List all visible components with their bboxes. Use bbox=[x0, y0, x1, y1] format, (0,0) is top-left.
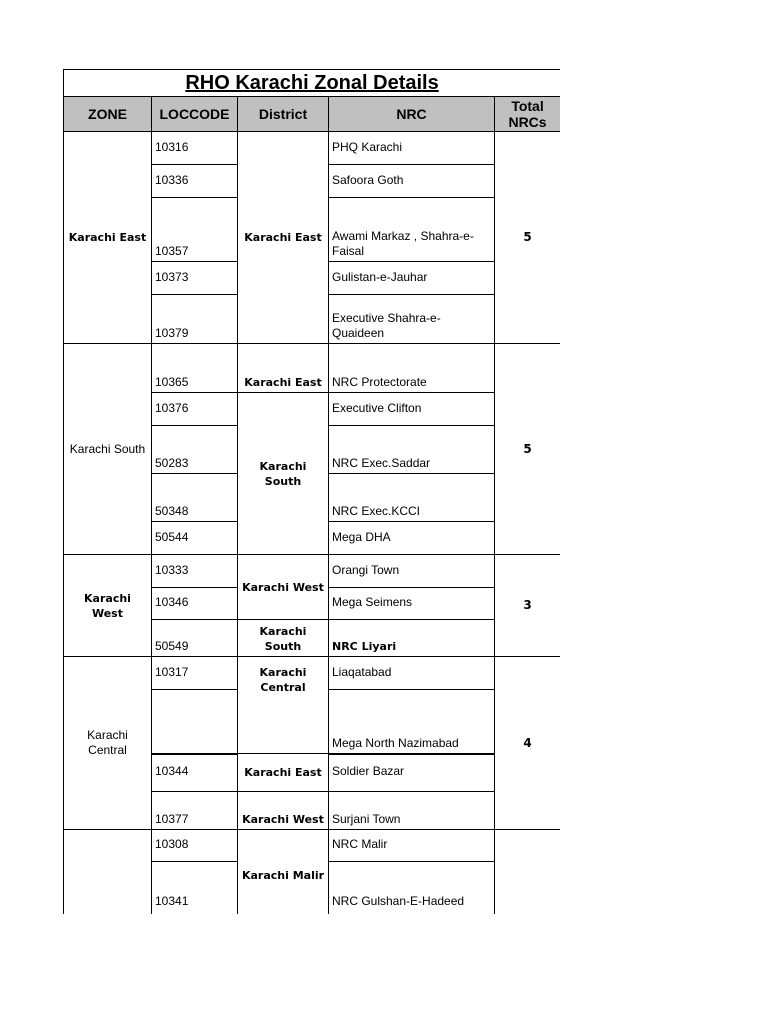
nrc-cell: Mega DHA bbox=[329, 522, 495, 555]
header-nrc: NRC bbox=[329, 97, 495, 132]
nrc-cell: Executive Clifton bbox=[329, 393, 495, 426]
zone-cell: Karachi Central bbox=[64, 657, 152, 830]
total-nrcs-cell: 5 bbox=[495, 132, 561, 344]
loccode-cell: 10308 bbox=[152, 830, 238, 862]
loccode-cell: 10317 bbox=[152, 657, 238, 690]
nrc-cell: Orangi Town bbox=[329, 555, 495, 588]
header-loccode: LOCCODE bbox=[152, 97, 238, 132]
loccode-cell: 10379 bbox=[152, 295, 238, 344]
table-title: RHO Karachi Zonal Details bbox=[64, 70, 561, 97]
loccode-cell: 10357 bbox=[152, 198, 238, 262]
nrc-cell: Safoora Goth bbox=[329, 165, 495, 198]
district-cell: Karachi South bbox=[238, 620, 329, 657]
loccode-cell: 10341 bbox=[152, 862, 238, 915]
loccode-cell: 10346 bbox=[152, 588, 238, 620]
header-total-line1: Total bbox=[511, 98, 544, 114]
loccode-cell: 10336 bbox=[152, 165, 238, 198]
zone-cell: Karachi South bbox=[64, 344, 152, 555]
district-cell: Karachi West bbox=[238, 555, 329, 620]
loccode-cell: 10377 bbox=[152, 792, 238, 830]
zonal-details-table bbox=[63, 69, 560, 914]
nrc-cell: Executive Shahra-e-Quaideen bbox=[329, 295, 495, 344]
district-cell: Karachi South bbox=[238, 393, 329, 555]
nrc-cell: Liaqatabad bbox=[329, 657, 495, 690]
total-nrcs-cell: 3 bbox=[495, 555, 561, 657]
zonal-details-sheet bbox=[63, 69, 560, 914]
table-row bbox=[64, 555, 561, 588]
district-cell: Karachi East bbox=[238, 344, 329, 393]
district-cell: Karachi Malir bbox=[238, 830, 329, 915]
loccode-cell: 10344 bbox=[152, 754, 238, 792]
nrc-cell: NRC Malir bbox=[329, 830, 495, 862]
table-row bbox=[64, 830, 561, 862]
table-row bbox=[64, 657, 561, 690]
nrc-cell: Awami Markaz , Shahra-e-Faisal bbox=[329, 198, 495, 262]
header-total-line2: NRCs bbox=[508, 114, 547, 130]
loccode-cell: 10373 bbox=[152, 262, 238, 295]
header-zone: ZONE bbox=[64, 97, 152, 132]
zone-cell: Karachi West bbox=[64, 555, 152, 657]
total-nrcs-cell: 4 bbox=[495, 657, 561, 830]
district-cell: Karachi East bbox=[238, 754, 329, 792]
loccode-cell: 10333 bbox=[152, 555, 238, 588]
nrc-cell: NRC Protectorate bbox=[329, 344, 495, 393]
loccode-cell: 10316 bbox=[152, 132, 238, 165]
nrc-cell: Mega Seimens bbox=[329, 588, 495, 620]
nrc-cell: NRC Exec.KCCI bbox=[329, 474, 495, 522]
total-nrcs-cell bbox=[495, 830, 561, 915]
loccode-cell: 50549 bbox=[152, 620, 238, 657]
nrc-cell: Surjani Town bbox=[329, 792, 495, 830]
loccode-cell: 10376 bbox=[152, 393, 238, 426]
table-row bbox=[64, 132, 561, 165]
zone-cell bbox=[64, 830, 152, 915]
zone-cell: Karachi East bbox=[64, 132, 152, 344]
loccode-cell: 10365 bbox=[152, 344, 238, 393]
nrc-cell: NRC Liyari bbox=[329, 620, 495, 657]
district-cell: Karachi East bbox=[238, 132, 329, 344]
nrc-cell: Soldier Bazar bbox=[329, 754, 495, 792]
nrc-cell: NRC Gulshan-E-Hadeed bbox=[329, 862, 495, 915]
header-total-nrcs bbox=[495, 97, 561, 132]
table-row bbox=[64, 344, 561, 393]
nrc-cell: Gulistan-e-Jauhar bbox=[329, 262, 495, 295]
header-district: District bbox=[238, 97, 329, 132]
district-cell: Karachi West bbox=[238, 792, 329, 830]
district-cell: Karachi Central bbox=[238, 657, 329, 754]
loccode-cell: 50283 bbox=[152, 426, 238, 474]
loccode-cell: 50544 bbox=[152, 522, 238, 555]
loccode-cell bbox=[152, 690, 238, 754]
nrc-cell: PHQ Karachi bbox=[329, 132, 495, 165]
total-nrcs-cell: 5 bbox=[495, 344, 561, 555]
nrc-cell: NRC Exec.Saddar bbox=[329, 426, 495, 474]
nrc-cell: Mega North Nazimabad bbox=[329, 690, 495, 754]
loccode-cell: 50348 bbox=[152, 474, 238, 522]
